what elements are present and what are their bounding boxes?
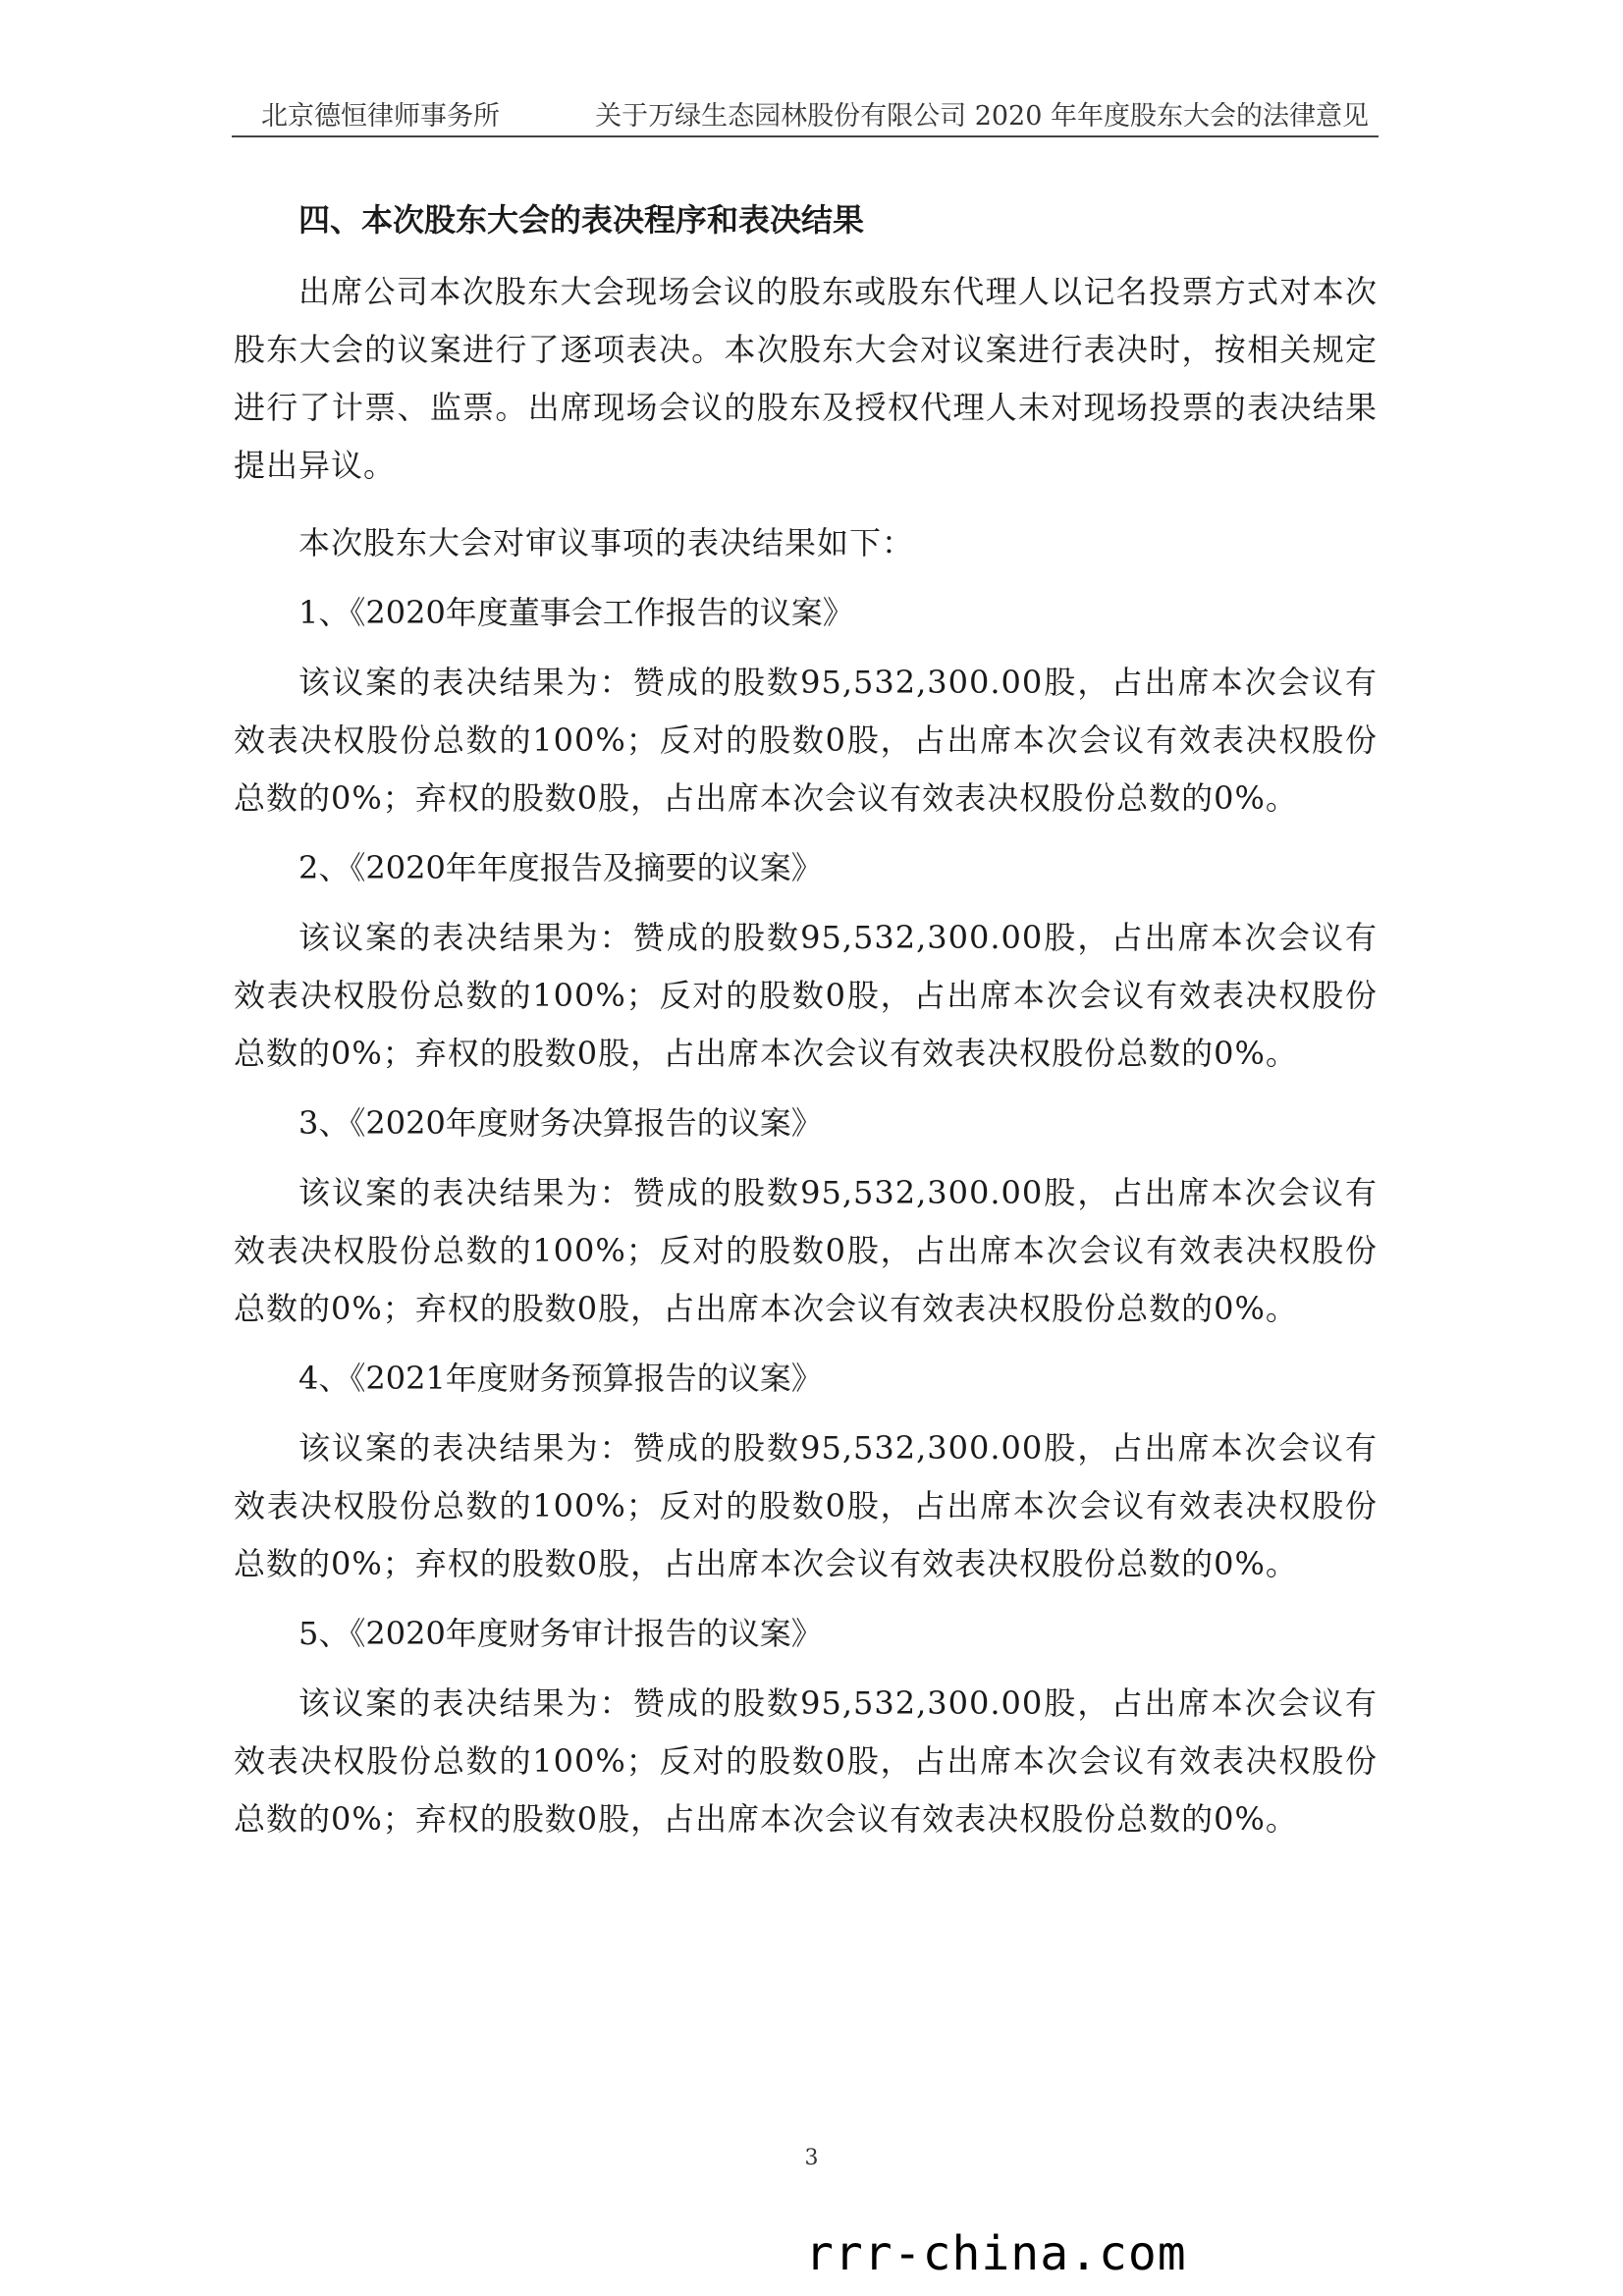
results-lead: 本次股东大会对审议事项的表决结果如下： [298, 524, 915, 561]
motion-item [234, 1095, 1378, 1338]
page-number: 3 [804, 2146, 819, 2170]
header-firm-name: 北京德恒律师事务所 [261, 101, 500, 132]
motion-title: 5、《2020年度财务审计报告的议案》 [298, 1615, 823, 1652]
header-document-title: 关于万绿生态园林股份有限公司 2020 年年度股东大会的法律意见 [595, 101, 1369, 132]
motion-item [234, 839, 1378, 1083]
intro-paragraph: 出席公司本次股东大会现场会议的股东或股东代理人以记名投票方式对本次股东大会的议案进行了逐项表决。本次股东大会对议案进行表决时，按相关规定进行了计票、监票。出席现场会议的股东及授权代理人未对现场投票的表决结果提出异议。 [234, 273, 1378, 484]
motion-title: 1、《2020年度董事会工作报告的议案》 [298, 594, 854, 631]
motion-title: 3、《2020年度财务决算报告的议案》 [298, 1104, 823, 1142]
motion-result: 该议案的表决结果为：赞成的股数95,532,300.00股，占出席本次会议有效表决权股份总数的100%；反对的股数0股，占出席本次会议有效表决权股份总数的0%；弃权的股数0股，占出席本次会议有效表决权股份总数的0%。 [234, 1174, 1378, 1327]
section-heading: 四、本次股东大会的表决程序和表决结果 [298, 201, 865, 239]
source-watermark: rrr-china.com [805, 2226, 1187, 2281]
document-body [234, 196, 1378, 1848]
motion-item [234, 584, 1378, 828]
motion-result: 该议案的表决结果为：赞成的股数95,532,300.00股，占出席本次会议有效表决权股份总数的100%；反对的股数0股，占出席本次会议有效表决权股份总数的0%；弃权的股数0股，占出席本次会议有效表决权股份总数的0%。 [234, 1429, 1378, 1582]
motion-title: 2、《2020年年度报告及摘要的议案》 [298, 849, 823, 886]
motion-item [234, 1350, 1378, 1593]
motion-item [234, 1605, 1378, 1848]
motion-result: 该议案的表决结果为：赞成的股数95,532,300.00股，占出席本次会议有效表决权股份总数的100%；反对的股数0股，占出席本次会议有效表决权股份总数的0%；弃权的股数0股，占出席本次会议有效表决权股份总数的0%。 [234, 1684, 1378, 1838]
motion-title: 4、《2021年度财务预算报告的议案》 [298, 1360, 823, 1397]
motion-result: 该议案的表决结果为：赞成的股数95,532,300.00股，占出席本次会议有效表决权股份总数的100%；反对的股数0股，占出席本次会议有效表决权股份总数的0%；弃权的股数0股，占出席本次会议有效表决权股份总数的0%。 [234, 664, 1378, 817]
header-divider [232, 135, 1379, 137]
motion-result: 该议案的表决结果为：赞成的股数95,532,300.00股，占出席本次会议有效表决权股份总数的100%；反对的股数0股，占出席本次会议有效表决权股份总数的0%；弃权的股数0股，占出席本次会议有效表决权股份总数的0%。 [234, 919, 1378, 1072]
